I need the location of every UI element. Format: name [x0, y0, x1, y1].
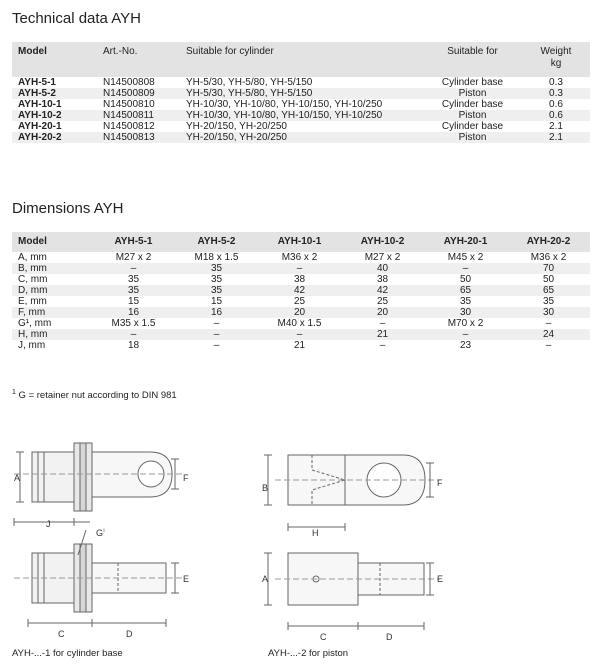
table-cell: – [379, 340, 386, 351]
dims-header-cell: Model [18, 236, 47, 247]
table-cell: M40 x 1.5 [277, 318, 322, 329]
table-cell: – [379, 318, 386, 329]
drawing-piston-top [264, 455, 440, 531]
table-cell: M70 x 2 [447, 318, 484, 329]
table-cell: 18 [127, 340, 140, 351]
table-cell: M35 x 1.5 [111, 318, 156, 329]
table-row [12, 110, 590, 121]
table-cell: 50 [542, 274, 555, 285]
table-cell: Piston [458, 88, 487, 99]
table-row [12, 296, 590, 307]
table-cell: AYH-10-2 [18, 110, 62, 121]
table-row [12, 285, 590, 296]
table-header-row [12, 232, 590, 252]
table-row [12, 274, 590, 285]
table-cell: M27 x 2 [364, 252, 401, 263]
table-cell: YH-20/150, YH-20/250 [186, 132, 287, 143]
table-cell: – [130, 329, 137, 340]
table-cell: 21 [376, 329, 389, 340]
drawing-piston-side [264, 553, 440, 630]
table-cell: Piston [458, 132, 487, 143]
table-cell: M27 x 2 [115, 252, 152, 263]
table-cell: 35 [210, 263, 223, 274]
table-cell: 35 [210, 274, 223, 285]
table-cell: N14500812 [103, 121, 155, 132]
caption-piston: AYH-...-2 for piston [268, 648, 349, 659]
table-row [12, 132, 590, 143]
table-cell: 0.3 [549, 88, 563, 99]
table-cell: G¹, mm [18, 318, 52, 329]
table-cell: N14500809 [103, 88, 155, 99]
table-cell: YH-5/30, YH-5/80, YH-5/150 [186, 77, 313, 88]
dimensions-table [12, 232, 590, 351]
drawing-cylinder-base-top [14, 443, 182, 526]
table-cell: 42 [293, 285, 306, 296]
table-row [12, 121, 590, 132]
label-c: C [58, 629, 65, 639]
table-cell: Cylinder base [441, 121, 504, 132]
table-cell: 65 [542, 285, 555, 296]
table-row [12, 307, 590, 318]
table-cell: D, mm [18, 285, 48, 296]
label-c-piston: C [320, 632, 327, 642]
table-cell: N14500810 [103, 99, 155, 110]
table-cell: C, mm [18, 274, 48, 285]
table-cell: 24 [542, 329, 555, 340]
table-cell: – [462, 263, 469, 274]
table-cell: H, mm [18, 329, 48, 340]
table-cell: AYH-20-2 [18, 132, 62, 143]
table-cell: – [296, 329, 303, 340]
table-cell: 38 [376, 274, 389, 285]
table-cell: M36 x 2 [281, 252, 318, 263]
table-cell: AYH-10-1 [18, 99, 62, 110]
table-cell: 70 [542, 263, 555, 274]
table-cell: 20 [293, 307, 306, 318]
table-row [12, 263, 590, 274]
col-art-no: Art.-No. [103, 46, 138, 57]
table-cell: B, mm [18, 263, 47, 274]
table-cell: YH-20/150, YH-20/250 [186, 121, 287, 132]
table-cell: 23 [459, 340, 472, 351]
table-cell: 30 [542, 307, 555, 318]
table-cell: YH-10/30, YH-10/80, YH-10/150, YH-10/250 [186, 110, 383, 121]
label-d: D [126, 629, 133, 639]
table-row [12, 252, 590, 263]
table-cell: YH-10/30, YH-10/80, YH-10/150, YH-10/250 [186, 99, 383, 110]
table-cell: 35 [127, 285, 140, 296]
col-suitable-for: Suitable for [447, 46, 498, 57]
table-cell: 30 [459, 307, 472, 318]
table-cell: N14500813 [103, 132, 155, 143]
table-cell: 25 [376, 296, 389, 307]
dims-header-cell: AYH-5-1 [114, 236, 153, 247]
label-e: E [183, 574, 190, 584]
label-b: B [262, 483, 269, 493]
table-cell: M45 x 2 [447, 252, 484, 263]
table-cell: – [296, 263, 303, 274]
label-h: H [312, 528, 319, 538]
table-cell: Cylinder base [441, 99, 504, 110]
table-cell: 16 [210, 307, 223, 318]
table-cell: 25 [293, 296, 306, 307]
technical-data-title: Technical data AYH [12, 10, 141, 27]
table-cell: 21 [293, 340, 306, 351]
table-row [12, 329, 590, 340]
col-cylinder: Suitable for cylinder [186, 46, 274, 57]
table-cell: 50 [459, 274, 472, 285]
dims-header-cell: AYH-20-1 [443, 236, 488, 247]
label-f: F [183, 473, 189, 483]
table-cell: 15 [210, 296, 223, 307]
table-cell: F, mm [18, 307, 46, 318]
dims-header-cell: AYH-10-1 [277, 236, 322, 247]
table-cell: 15 [127, 296, 140, 307]
col-model: Model [18, 46, 47, 57]
technical-data-table [12, 42, 590, 143]
label-a: A [14, 473, 21, 483]
table-row [12, 340, 590, 351]
table-cell: J, mm [18, 340, 46, 351]
table-cell: – [545, 340, 552, 351]
table-row [12, 318, 590, 329]
table-cell: 20 [376, 307, 389, 318]
table-cell: – [545, 318, 552, 329]
table-cell: Cylinder base [441, 77, 504, 88]
table-cell: AYH-5-2 [18, 88, 56, 99]
table-cell: – [213, 329, 220, 340]
table-cell: 16 [127, 307, 140, 318]
table-cell: 35 [127, 274, 140, 285]
footnote: $^1$ G = retainer nut according to DIN 981 [12, 389, 177, 402]
table-cell: 2.1 [549, 132, 563, 143]
table-cell: 0.6 [549, 99, 563, 110]
label-e-piston: E [437, 574, 444, 584]
table-cell: AYH-20-1 [18, 121, 62, 132]
technical-drawings [0, 430, 600, 645]
dims-header-cell: AYH-20-2 [526, 236, 571, 247]
table-row [12, 77, 590, 88]
drawing-cylinder-base-side [14, 530, 182, 627]
dims-header-cell: AYH-5-2 [197, 236, 236, 247]
table-cell: N14500811 [103, 110, 154, 121]
table-cell: 0.3 [549, 77, 563, 88]
table-cell: 35 [459, 296, 472, 307]
table-cell: – [462, 329, 469, 340]
table-cell: AYH-5-1 [18, 77, 56, 88]
table-cell: 35 [542, 296, 555, 307]
table-cell: – [213, 318, 220, 329]
table-cell: – [130, 263, 137, 274]
col-weight: Weight kg [540, 46, 572, 69]
table-cell: 40 [376, 263, 389, 274]
table-row [12, 99, 590, 110]
table-cell: E, mm [18, 296, 47, 307]
table-cell: M36 x 2 [530, 252, 567, 263]
table-cell: 2.1 [549, 121, 563, 132]
table-header-row [12, 42, 590, 77]
table-cell: N14500808 [103, 77, 155, 88]
table-cell: A, mm [18, 252, 47, 263]
table-cell: 0.6 [549, 110, 563, 121]
label-a-piston: A [262, 574, 269, 584]
table-cell: – [213, 340, 220, 351]
label-j: J [46, 519, 51, 529]
table-cell: 65 [459, 285, 472, 296]
caption-cylinder-base: AYH-...-1 for cylinder base [12, 648, 123, 659]
dims-header-cell: AYH-10-2 [360, 236, 405, 247]
table-cell: Piston [458, 110, 487, 121]
label-d-piston: D [386, 632, 393, 642]
table-row [12, 88, 590, 99]
label-g: $G^{^1}$ [96, 528, 106, 538]
table-cell: 38 [293, 274, 306, 285]
label-f-piston: F [437, 478, 443, 488]
table-cell: M18 x 1.5 [194, 252, 239, 263]
dimensions-title: Dimensions AYH [12, 200, 124, 217]
table-cell: 42 [376, 285, 389, 296]
table-cell: 35 [210, 285, 223, 296]
table-cell: YH-5/30, YH-5/80, YH-5/150 [186, 88, 313, 99]
